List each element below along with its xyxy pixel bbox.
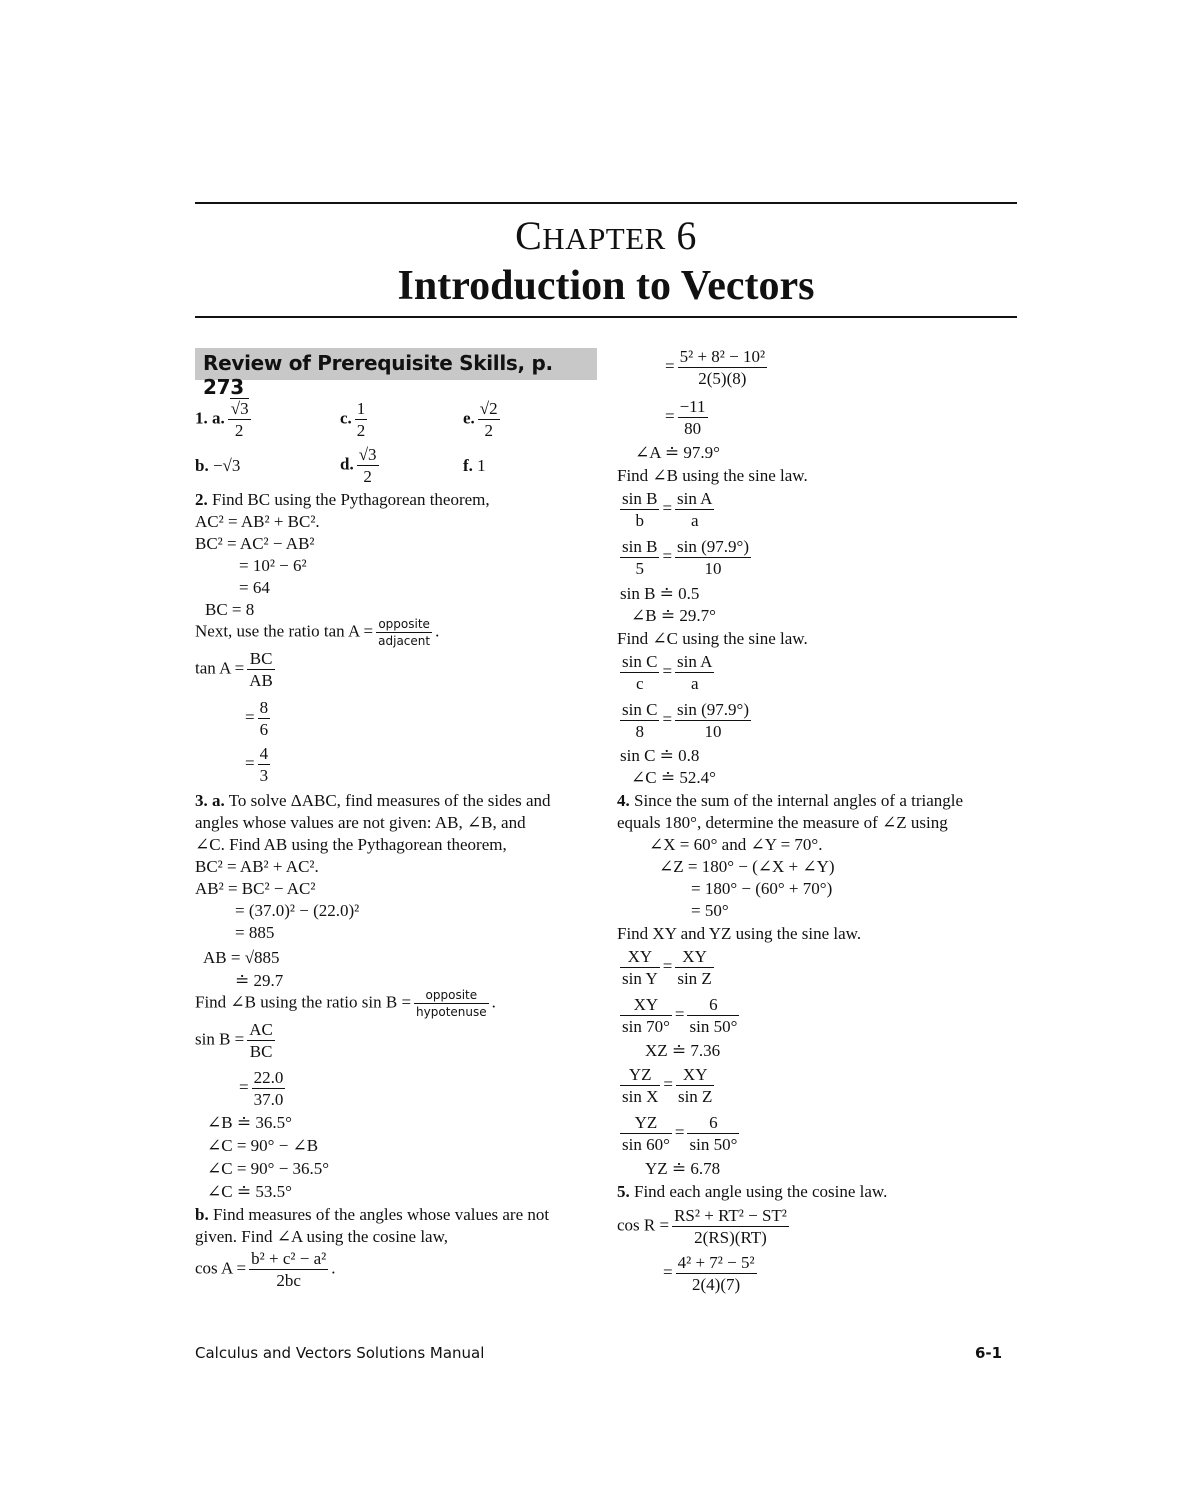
q4-sinlaw3: $\frac{YZ}{\text{sin X}}$ = $\frac{XY}{\text{sin Z}}$ bbox=[622, 1065, 713, 1106]
q1-d: d. $\frac{√3}{2}$ bbox=[340, 445, 377, 486]
q3-angB: ∠B ≐ 36.5° bbox=[207, 1113, 292, 1132]
left-column bbox=[195, 0, 605, 1300]
r-findC: Find ∠C using the sine law. bbox=[617, 629, 808, 648]
q3-angC1: ∠C = 90° − ∠B bbox=[207, 1136, 319, 1155]
q4-yz: YZ ≐ 6.78 bbox=[645, 1159, 721, 1178]
q4-line3: = 180° − (60° + 70°) bbox=[691, 879, 833, 898]
r-sinlaw1: $\frac{\text{sin B}}{b}$ = $\frac{\text{sin A}}{a}$ bbox=[622, 489, 713, 530]
q3-text3: ∠C. Find AB using the Pythagorean theorem, bbox=[195, 835, 507, 854]
q2-line1: AC² = AB² + BC². bbox=[195, 512, 320, 531]
q3-line4: = 885 bbox=[235, 923, 275, 942]
q4-line2: ∠Z = 180° − (∠X + ∠Y) bbox=[659, 857, 835, 876]
q2-tan: tan A = $\frac{BC}{AB}$ bbox=[195, 649, 273, 690]
r-frac2: = $\frac{-11}{80}$ bbox=[665, 397, 706, 438]
q1-b: b. −√3 bbox=[195, 456, 241, 475]
q4-findXY: Find XY and YZ using the sine law. bbox=[617, 924, 862, 943]
q3-findB: Find ∠B using the ratio sin B = opposite hypotenuse . bbox=[195, 988, 496, 1019]
q4-sinlaw2: $\frac{XY}{\sin 70^\circ}$ = $\frac{6}{\sin 50^\circ}$ bbox=[622, 995, 738, 1036]
q2-line5: BC = 8 bbox=[205, 600, 255, 619]
r-angC: ∠C ≐ 52.4° bbox=[631, 768, 716, 787]
q2-line4: = 64 bbox=[239, 578, 270, 597]
r-angA: ∠A ≐ 97.9° bbox=[635, 443, 720, 462]
q3-angC2: ∠C = 90° − 36.5° bbox=[207, 1159, 330, 1178]
q4-line1: ∠X = 60° and ∠Y = 70°. bbox=[649, 835, 823, 854]
page-number: 6-1 bbox=[975, 1344, 1003, 1362]
r-sinlaw4: $\frac{\text{sin C}}{8}$ = $\frac{\sin (97.9^\circ)}{10}$ bbox=[622, 700, 749, 741]
footer-title: Calculus and Vectors Solutions Manual bbox=[195, 1344, 485, 1362]
q3-line2: AB² = BC² − AC² bbox=[195, 879, 316, 898]
q4-xz: XZ ≐ 7.36 bbox=[645, 1041, 721, 1060]
q2-next: Next, use the ratio tan A = opposite adjacent . bbox=[195, 617, 440, 648]
q3-b-text2: given. Find ∠A using the cosine law, bbox=[195, 1227, 449, 1246]
q3-angC3: ∠C ≐ 53.5° bbox=[207, 1182, 292, 1201]
q5-cosR: cos R = $\frac{\text{RS² + RT² − ST²}}{2(RS)(RT)}$ bbox=[617, 1206, 787, 1247]
q3-cosA: cos A = $\frac{\text{b² + c² − a²}}{2bc}$ . bbox=[195, 1249, 336, 1290]
r-sinlaw2: $\frac{\text{sin B}}{5}$ = $\frac{\sin (97.9^\circ)}{10}$ bbox=[622, 537, 749, 578]
q4-sinlaw1: $\frac{XY}{\text{sin Y}}$ = $\frac{XY}{\text{sin Z}}$ bbox=[622, 947, 712, 988]
q3-line5: AB = √885 bbox=[203, 948, 280, 967]
q1-c: c. $\frac{1}{2}$ bbox=[340, 399, 366, 440]
q2-line3: = 10² − 6² bbox=[239, 556, 307, 575]
q1-f: f. 1 bbox=[463, 456, 486, 475]
q4-text1: 4. Since the sum of the internal angles of a triangle bbox=[617, 791, 964, 810]
chapter-label: CHAPTER 6 bbox=[515, 213, 697, 258]
q3-line1: BC² = AB² + AC². bbox=[195, 857, 319, 876]
right-column bbox=[617, 0, 1017, 1300]
q2-line2: BC² = AC² − AB² bbox=[195, 534, 315, 553]
q3-text1: 3. a. To solve ΔABC, find measures of the sides and bbox=[195, 791, 551, 810]
q5-text: 5. Find each angle using the cosine law. bbox=[617, 1182, 888, 1201]
q2-intro: 2. Find BC using the Pythagorean theorem, bbox=[195, 490, 490, 509]
q4-sinlaw4: $\frac{YZ}{\sin 60^\circ}$ = $\frac{6}{\sin 50^\circ}$ bbox=[622, 1113, 738, 1154]
q4-text2: equals 180°, determine the measure of ∠Z using bbox=[617, 813, 948, 832]
q3-line6: ≐ 29.7 bbox=[235, 971, 284, 990]
q3-line3: = (37.0)² − (22.0)² bbox=[235, 901, 360, 920]
q1-a: 1. a. $\frac{√3}{2}$ bbox=[195, 399, 249, 440]
r-sinBv: sin B ≐ 0.5 bbox=[620, 584, 700, 603]
chapter-title: Introduction to Vectors bbox=[397, 263, 815, 309]
q3-b-text1: b. Find measures of the angles whose values are not bbox=[195, 1205, 550, 1224]
q2-frac2: = $\frac{4}{3}$ bbox=[245, 744, 269, 785]
q2-frac1: = $\frac{8}{6}$ bbox=[245, 698, 269, 739]
r-sinlaw3: $\frac{\text{sin C}}{c}$ = $\frac{\text{sin A}}{a}$ bbox=[622, 652, 713, 693]
q3-sinB: sin B = $\frac{AC}{BC}$ bbox=[195, 1020, 273, 1061]
q5-frac: = $\frac{\text{4² + 7² − 5²}}{2(4)(7)}$ bbox=[663, 1253, 755, 1294]
q4-line4: = 50° bbox=[691, 901, 729, 920]
r-frac1: = $\frac{\text{5² + 8² − 10²}}{2(5)(8)}$ bbox=[665, 347, 766, 388]
q3-sinB-frac: = $\frac{22.0}{37.0}$ bbox=[239, 1068, 284, 1109]
r-sinCv: sin C ≐ 0.8 bbox=[620, 746, 700, 765]
r-angB: ∠B ≐ 29.7° bbox=[631, 606, 716, 625]
section-heading: Review of Prerequisite Skills, p. 273 bbox=[203, 351, 553, 399]
q1-e: e. $\frac{√2}{2}$ bbox=[463, 399, 498, 440]
r-findB: Find ∠B using the sine law. bbox=[617, 466, 808, 485]
q3-text2: angles whose values are not given: AB, ∠B, and bbox=[195, 813, 526, 832]
